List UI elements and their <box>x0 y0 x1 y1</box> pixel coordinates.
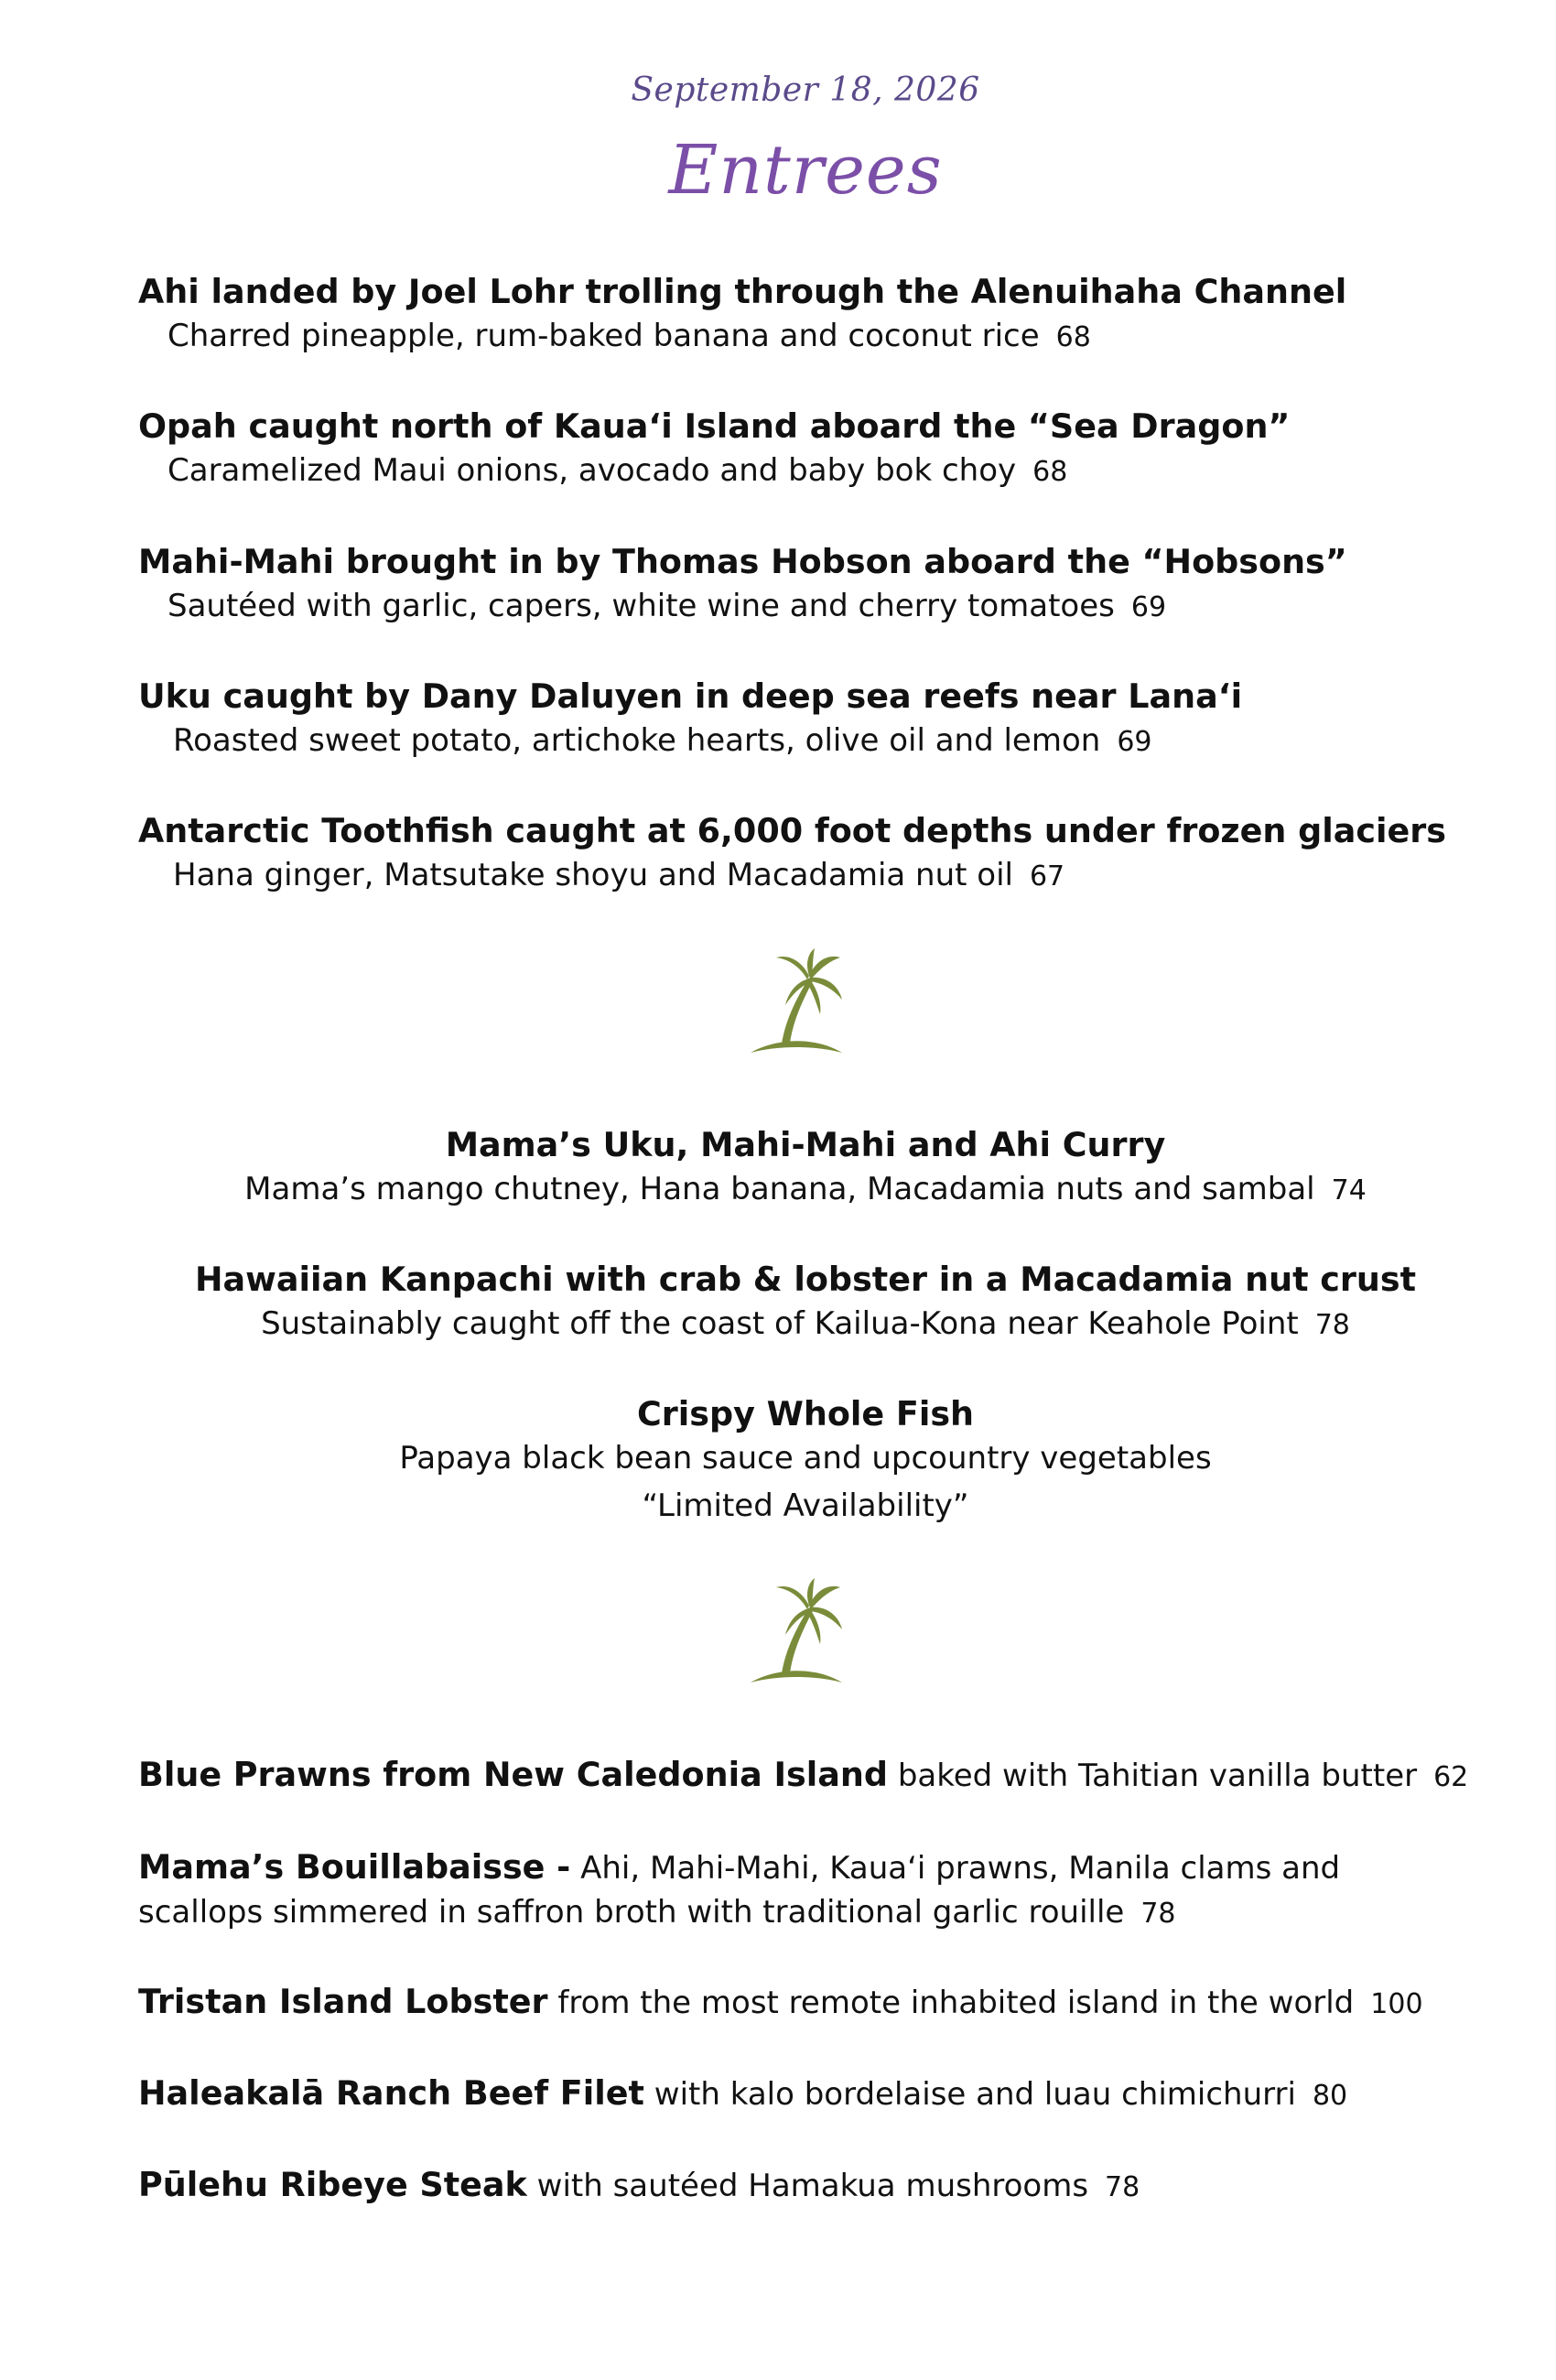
menu-date: September 18, 2026 <box>631 71 980 109</box>
item-price: 78 <box>1105 2171 1140 2203</box>
item-description: from the most remote inhabited island in the world <box>557 1985 1355 2021</box>
item-price: 100 <box>1370 1988 1423 2020</box>
item-price: 69 <box>1117 726 1152 758</box>
item-name: Mama’s Uku, Mahi-Mahi and Ahi Curry <box>445 1125 1166 1164</box>
item-price: 67 <box>1029 860 1065 892</box>
item-description: Sautéed with garlic, capers, white wine and cherry tomatoes 69 <box>167 588 1167 624</box>
menu-item-toothfish <box>138 809 1446 899</box>
item-name: Pūlehu Ribeye Steak <box>138 2165 527 2204</box>
menu-item-crispy-whole-fish <box>0 1392 1556 1531</box>
item-name: Tristan Island Lobster <box>138 1982 548 2021</box>
menu-item-opah <box>138 405 1290 494</box>
item-name: Hawaiian Kanpachi with crab & lobster in a Macadamia nut crust <box>194 1260 1417 1299</box>
item-price: 68 <box>1055 321 1091 353</box>
item-description: Mama’s mango chutney, Hana banana, Macadamia nuts and sambal 74 <box>244 1171 1367 1207</box>
item-name: Mama’s Bouillabaisse - <box>138 1847 571 1887</box>
menu-item-bouillabaisse <box>138 1845 1340 1936</box>
item-price: 68 <box>1032 456 1068 488</box>
item-name: Uku caught by Dany Daluyen in deep sea reefs near Lana‘i <box>138 676 1243 716</box>
item-description: Ahi, Mahi-Mahi, Kaua‘i prawns, Manila clams and <box>580 1850 1341 1887</box>
item-description: Papaya black bean sauce and upcountry vegetables <box>399 1440 1212 1477</box>
item-name: Haleakalā Ranch Beef Filet <box>138 2073 644 2113</box>
item-description: Charred pineapple, rum-baked banana and coconut rice 68 <box>167 318 1091 354</box>
menu-item-tristan-lobster <box>138 1980 1423 2027</box>
item-price: 74 <box>1331 1174 1367 1206</box>
item-name: Antarctic Toothfish caught at 6,000 foot depths under frozen glaciers <box>138 811 1446 850</box>
menu-item-uku <box>138 675 1242 764</box>
palm-tree-icon <box>749 1578 844 1686</box>
item-description: Roasted sweet potato, artichoke hearts, olive oil and lemon 69 <box>173 722 1152 759</box>
item-name: Blue Prawns from New Caledonia Island <box>138 1755 889 1794</box>
menu-item-ahi <box>138 270 1346 360</box>
item-name: Crispy Whole Fish <box>636 1394 975 1433</box>
menu-item-mahi-mahi <box>138 540 1347 630</box>
item-description: Hana ginger, Matsutake shoyu and Macadamia nut oil 67 <box>173 857 1065 893</box>
item-price: 80 <box>1312 2080 1348 2112</box>
item-description: with kalo bordelaise and luau chimichurri <box>654 2076 1296 2113</box>
item-price: 69 <box>1130 591 1167 623</box>
item-name: Ahi landed by Joel Lohr trolling through the Alenuihaha Channel <box>138 272 1347 311</box>
item-name: Opah caught north of Kaua‘i Island aboard the “Sea Dragon” <box>138 406 1291 446</box>
item-price: 62 <box>1433 1761 1469 1793</box>
menu-item-blue-prawns <box>138 1753 1468 1800</box>
availability-note: “Limited Availability” <box>642 1488 969 1524</box>
item-price: 78 <box>1314 1309 1350 1341</box>
item-description: Sustainably caught off the coast of Kailua-Kona near Keahole Point 78 <box>261 1305 1350 1342</box>
item-name: Mahi-Mahi brought in by Thomas Hobson aboard the “Hobsons” <box>138 542 1347 581</box>
item-description: Caramelized Maui onions, avocado and baby bok choy 68 <box>167 452 1068 489</box>
item-description-continued: scallops simmered in saffron broth with traditional garlic rouille 78 <box>138 1894 1176 1931</box>
menu-item-ribeye <box>138 2163 1140 2210</box>
item-price: 78 <box>1140 1898 1176 1930</box>
menu-title: Entrees <box>668 131 943 210</box>
palm-tree-icon <box>749 948 844 1056</box>
menu-item-beef-filet <box>138 2072 1347 2118</box>
menu-item-curry <box>0 1123 1556 1213</box>
menu-item-kanpachi <box>0 1258 1556 1347</box>
item-description: baked with Tahitian vanilla butter <box>897 1758 1418 1794</box>
item-description: with sautéed Hamakua mushrooms <box>536 2168 1089 2204</box>
